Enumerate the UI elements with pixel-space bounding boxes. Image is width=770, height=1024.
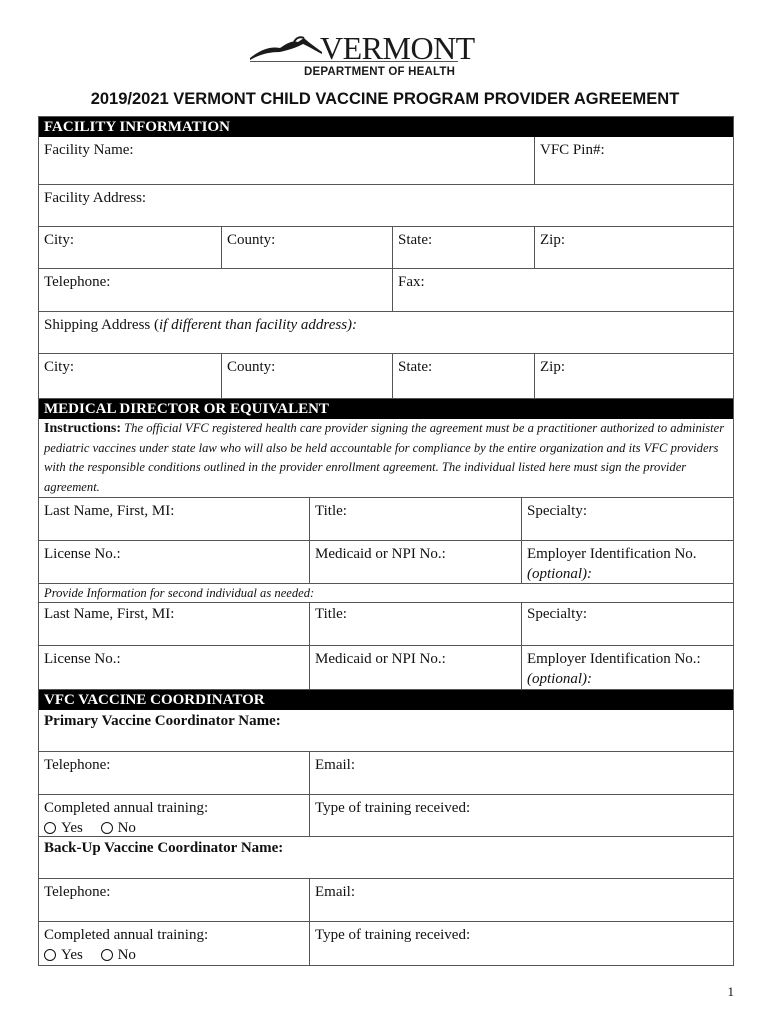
state-field[interactable]: State: [392,227,534,268]
radio-circle-icon [44,949,56,961]
ein-field[interactable]: Employer Identification No. (optional): [521,541,733,583]
vfc-pin-field[interactable]: VFC Pin#: [534,137,733,184]
section-header-facility: FACILITY INFORMATION [39,117,733,137]
backup-coordinator-row [39,837,733,879]
provider-agreement-form [38,116,734,966]
license-row-2 [39,646,733,690]
license-field-2[interactable]: License No.: [44,651,121,667]
logo-divider [250,61,458,62]
title-field[interactable]: Title: [309,498,521,540]
ein-field-2[interactable]: Employer Identification No.: (optional): [521,646,733,689]
page-number: 1 [727,984,734,999]
logo-word: VERMONT [320,30,475,66]
training-yes-radio[interactable]: Yes [44,818,83,838]
facility-address-field[interactable]: Facility Address: [44,190,147,206]
medical-director-row [39,498,733,541]
backup-contact-row [39,879,733,922]
backup-email-field[interactable]: Email: [309,879,733,921]
coordinator-training-row [39,795,733,837]
medicaid-npi-field[interactable]: Medicaid or NPI No.: [309,541,521,583]
second-director-row [39,603,733,646]
license-field[interactable]: License No.: [44,546,121,562]
training-completed-field: Completed annual training: Yes No [44,800,209,836]
medicaid-npi-field-2[interactable]: Medicaid or NPI No.: [309,646,521,689]
facility-name-row [39,137,733,185]
second-individual-note: Provide Information for second individual as needed: [39,584,733,603]
radio-circle-icon [44,822,56,834]
specialty-field-2[interactable]: Specialty: [521,603,733,645]
shipping-zip-field[interactable]: Zip: [534,354,733,398]
training-no-radio[interactable]: No [101,818,136,838]
backup-training-no-radio[interactable]: No [101,945,136,965]
city-field[interactable]: City: [44,232,75,248]
primary-coordinator-field[interactable]: Primary Vaccine Coordinator Name: [44,713,281,729]
zip-field[interactable]: Zip: [534,227,733,268]
county-field[interactable]: County: [221,227,392,268]
radio-circle-icon [101,949,113,961]
last-name-field-2[interactable]: Last Name, First, MI: [44,606,175,622]
facility-name-field[interactable]: Facility Name: [44,142,134,158]
shipping-state-field[interactable]: State: [392,354,534,398]
section-header-coordinator: VFC VACCINE COORDINATOR [39,690,733,710]
backup-training-completed-field: Completed annual training: Yes No [44,927,209,963]
coordinator-email-field[interactable]: Email: [309,752,733,794]
mountain-logo-icon [248,32,328,62]
shipping-city-field[interactable]: City: [44,359,75,375]
backup-training-type-field[interactable]: Type of training received: [309,922,733,965]
backup-training-row [39,922,733,966]
coordinator-contact-row [39,752,733,795]
shipping-address-row [39,312,733,354]
backup-training-yes-radio[interactable]: Yes [44,945,83,965]
logo-subtitle: DEPARTMENT OF HEALTH [304,66,456,78]
last-name-field[interactable]: Last Name, First, MI: [44,503,175,519]
specialty-field[interactable]: Specialty: [521,498,733,540]
shipping-city-row [39,354,733,399]
fax-field[interactable]: Fax: [392,269,733,311]
telephone-row [39,269,733,312]
primary-coordinator-row [39,710,733,752]
section-header-medical-director: MEDICAL DIRECTOR OR EQUIVALENT [39,399,733,419]
telephone-field[interactable]: Telephone: [44,274,111,290]
instructions-text: Instructions: The official VFC registered health care provider signing the agreement must be a practitioner authorized to administer pediatric vaccines under state law who will also be held accountable for compliance by the entire organization and its VFC providers with the responsible conditions outlined in the provider enrollment agreement. The individual listed here must sign the provider agreement. [39,419,733,498]
facility-address-row [39,185,733,227]
city-row [39,227,733,269]
title-field-2[interactable]: Title: [309,603,521,645]
vermont-health-logo [248,30,475,80]
coordinator-telephone-field[interactable]: Telephone: [44,757,111,773]
backup-telephone-field[interactable]: Telephone: [44,884,111,900]
shipping-address-field[interactable]: Shipping Address (if different than facility address): [44,317,358,333]
license-row [39,541,733,584]
shipping-county-field[interactable]: County: [221,354,392,398]
backup-coordinator-field[interactable]: Back-Up Vaccine Coordinator Name: [44,840,284,856]
radio-circle-icon [101,822,113,834]
document-title: 2019/2021 VERMONT CHILD VACCINE PROGRAM PROVIDER AGREEMENT [90,90,680,108]
training-type-field[interactable]: Type of training received: [309,795,733,836]
